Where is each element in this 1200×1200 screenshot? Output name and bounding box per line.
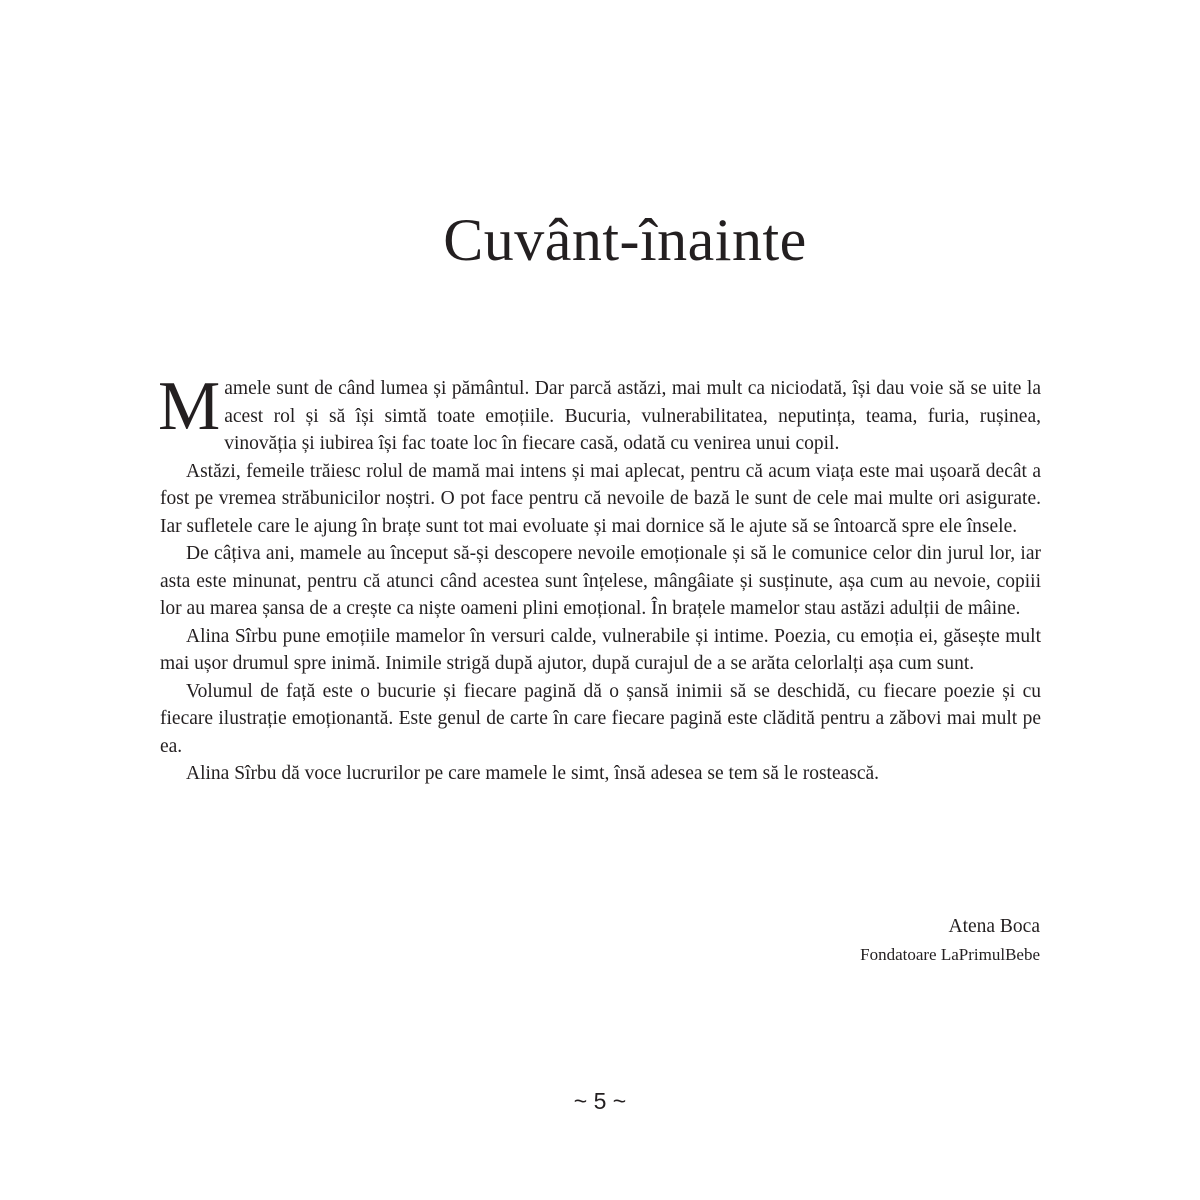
drop-cap: M [158,368,221,445]
paragraph-text: amele sunt de când lumea și pământul. Dar parcă astăzi, mai mult ca niciodată, își dau voie să se uite la acest rol și să își simtă toate emoțiile. Bucuria, vulnerabilitatea, neputința, teama, furia, rușinea, vinovăția și iubirea își fac toate loc în fiecare casă, odată cu venirea unui copil. [224,378,1041,454]
foreword-body [158,368,1041,788]
page-number: ~ 5 ~ [573,1088,627,1114]
paragraph-2: Astăzi, femeile trăiesc rolul de mamă mai intens și mai aplecat, pentru că acum viața este mai ușoară decât a fost pe vremea străbunicilor noștri. O pot face pentru că nevoile de bază le sunt de cele mai multe ori asigurate. Iar sufletele care le ajung în brațe sunt tot mai evoluate și mai dornice să le ajute să se întoarcă spre ele însele. [160,460,1041,537]
signature-block [860,913,1040,969]
paragraph-3: De câțiva ani, mamele au început să-și descopere nevoile emoționale și să le comunice celor din jurul lor, iar asta este minunat, pentru că atunci când acestea sunt înțelese, mângâiate și susținute, așa cum au nevoie, copiii lor au marea șansa de a crește ca niște oameni plini emoțional. În brațele mamelor stau astăzi adulții de mâine. [160,543,1041,619]
author-role: Fondatoare LaPrimulBebe [860,945,1040,964]
author-name: Atena Boca [948,916,1040,937]
page-title: Cuvânt-înainte [443,207,807,273]
paragraph-1 [158,368,1041,458]
paragraph-5: Volumul de față este o bucurie și fiecare pagină dă o șansă inimii să se deschidă, cu fiecare poezie și cu fiecare ilustrație emoționantă. Este genul de carte în care fiecare pagină este clădită pentru a zăbovi mai mult pe ea. [160,680,1041,757]
paragraph-6: Alina Sîrbu dă voce lucrurilor pe care mamele le simt, însă adesea se tem să le rostească. [186,763,880,784]
paragraph-4: Alina Sîrbu pune emoțiile mamelor în versuri calde, vulnerabile și intime. Poezia, cu emoția ei, găsește mult mai ușor drumul spre inimă. Inimile strigă după ajutor, după curajul de a se arăta celorlalți așa cum sunt. [160,625,1041,674]
